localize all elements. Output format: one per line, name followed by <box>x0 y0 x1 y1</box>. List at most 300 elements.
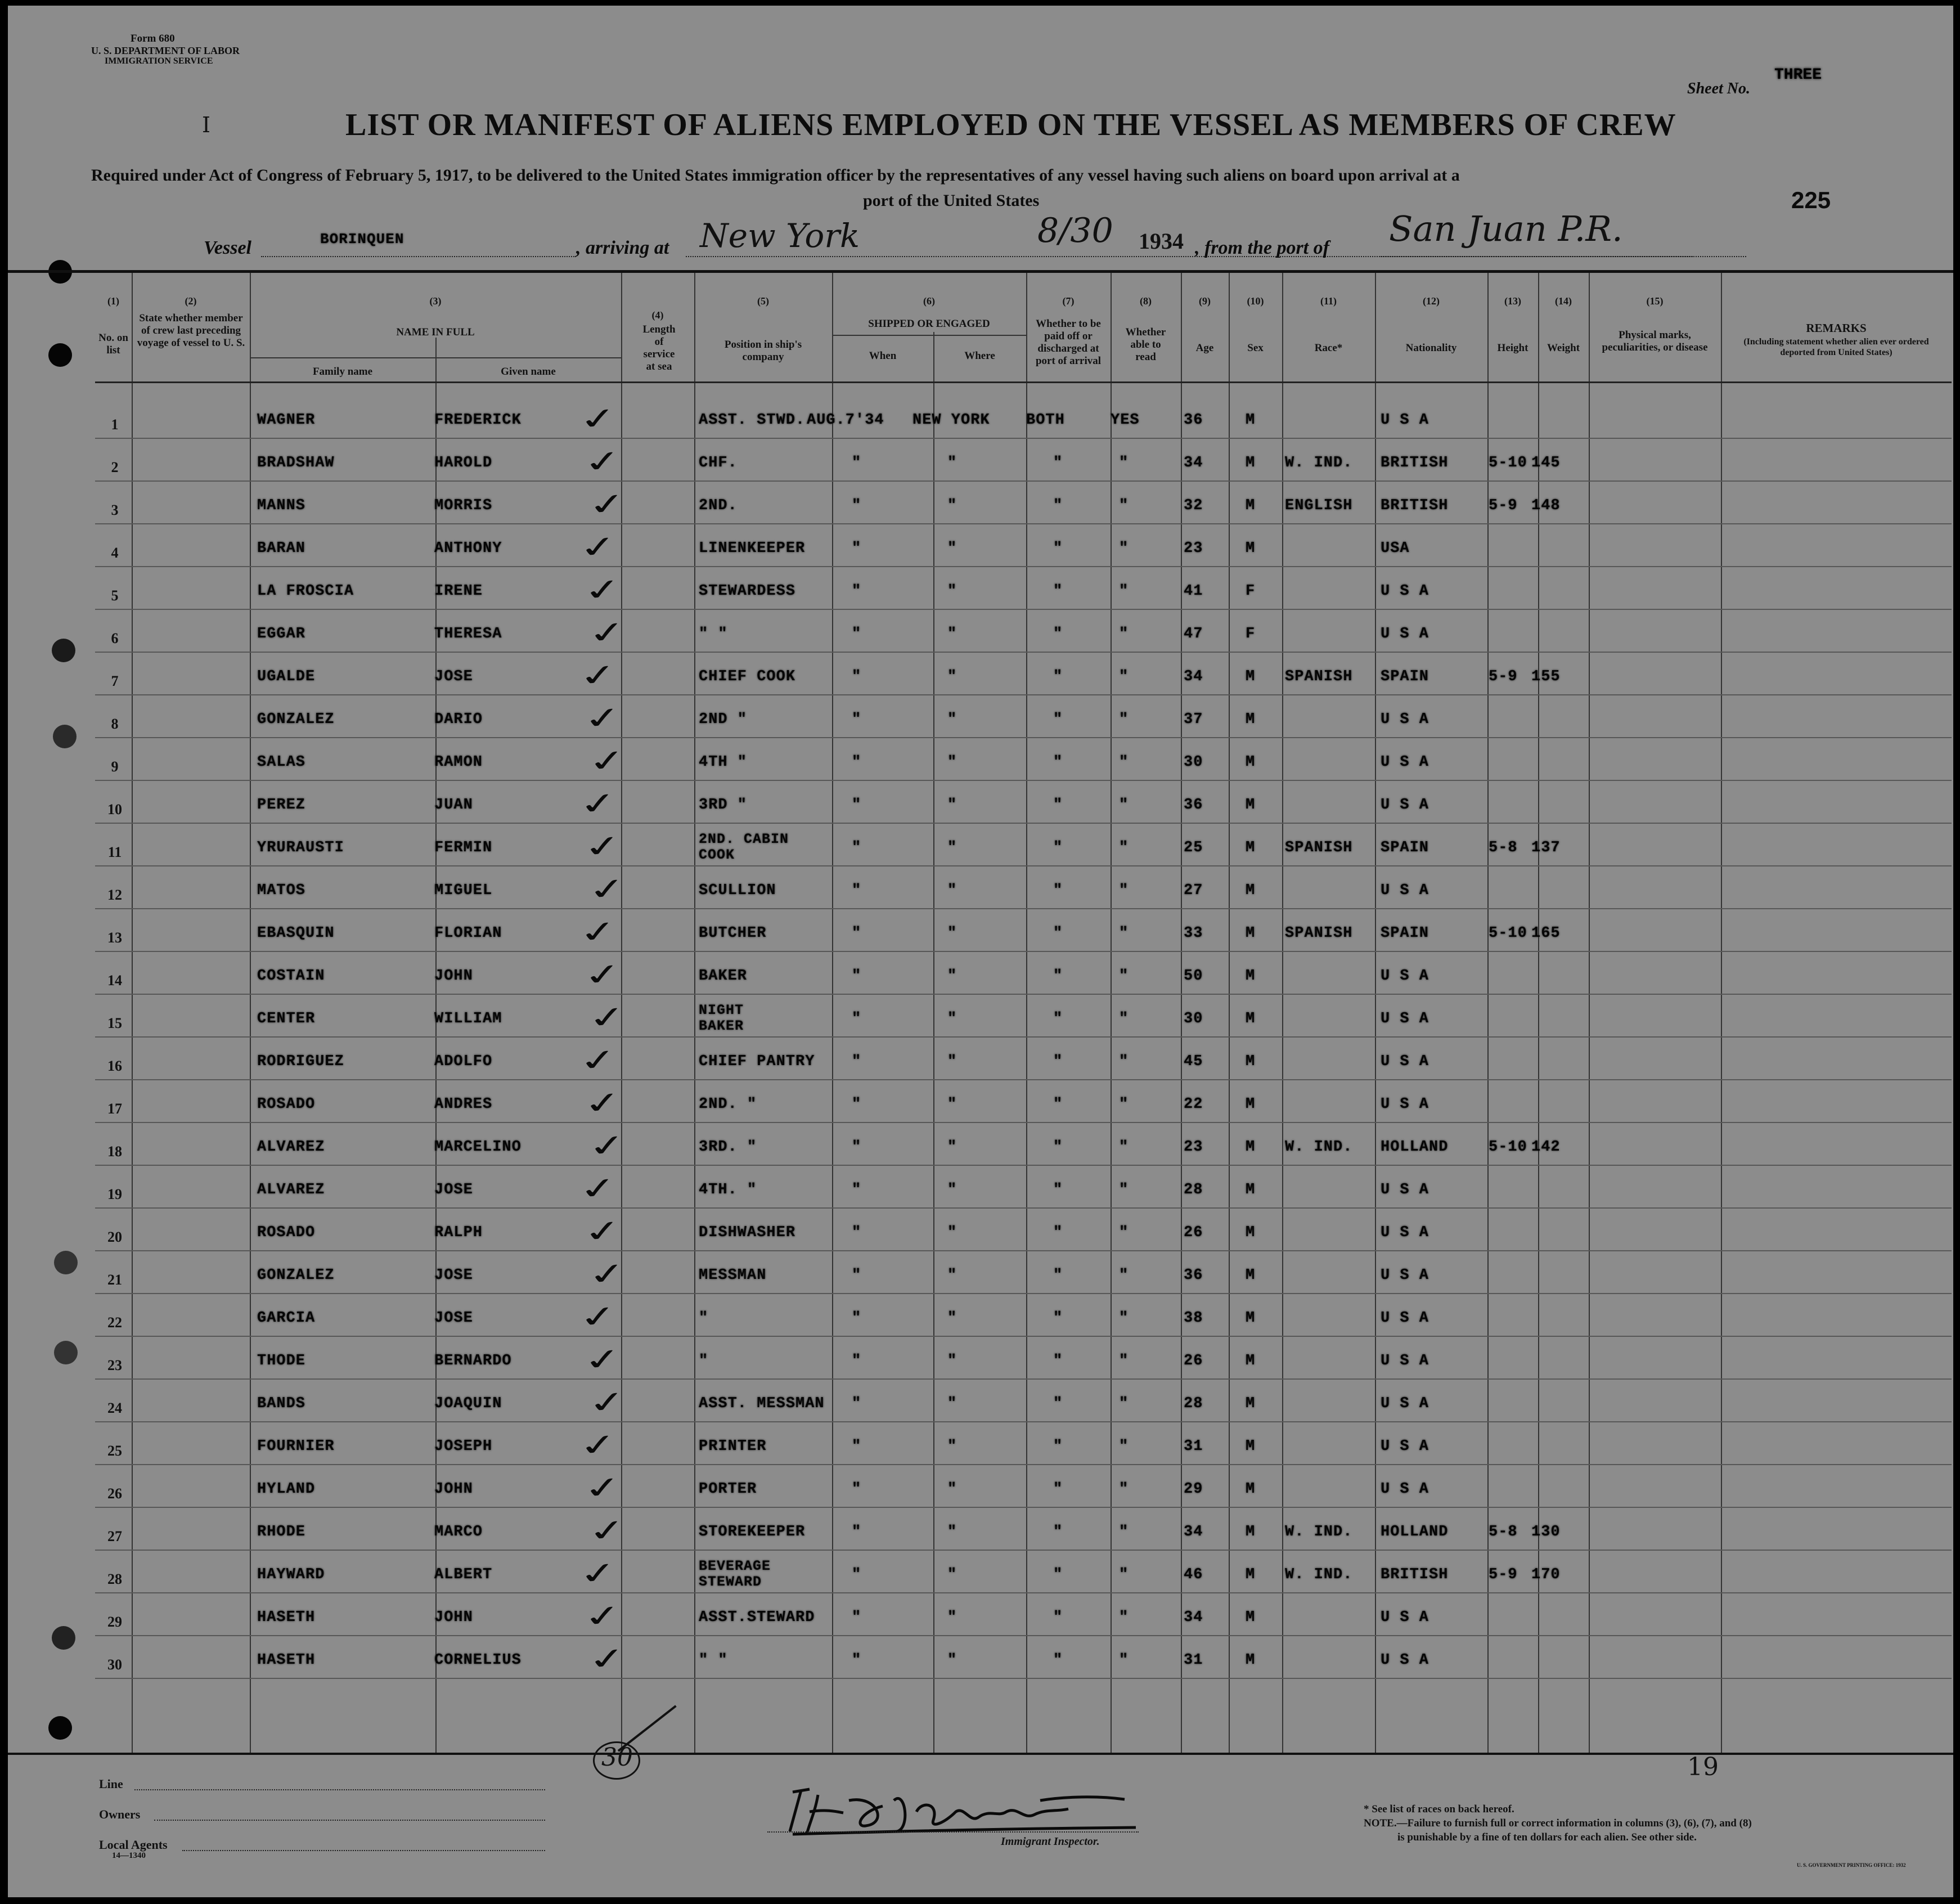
row-able-to-read: " <box>1119 626 1129 643</box>
remarks-header: REMARKS <box>1806 321 1867 335</box>
row-given-name: JOHN <box>434 1481 473 1498</box>
row-able-to-read: " <box>1119 1652 1129 1669</box>
row-shipped-where: " <box>947 1139 957 1156</box>
row-nationality: HOLLAND <box>1381 1139 1449 1156</box>
row-shipped-where: " <box>947 455 957 471</box>
row-position: NIGHT BAKER <box>699 1002 744 1034</box>
binder-hole <box>48 343 72 367</box>
row-nationality: U S A <box>1381 1609 1429 1626</box>
binder-hole <box>54 1251 78 1274</box>
row-given-name: MORRIS <box>434 497 493 514</box>
row-shipped-when: " <box>852 1139 862 1156</box>
row-able-to-read: " <box>1119 1438 1129 1455</box>
row-nationality: U S A <box>1381 1011 1429 1027</box>
row-age: 23 <box>1184 540 1203 557</box>
row-shipped-when: " <box>852 711 862 728</box>
row-family-name: ALVAREZ <box>257 1182 325 1198</box>
row-weight: 170 <box>1531 1566 1561 1583</box>
row-shipped-when: " <box>852 1566 862 1583</box>
row-sex: M <box>1246 1481 1256 1498</box>
row-family-name: BRADSHAW <box>257 455 335 471</box>
row-sex: M <box>1246 711 1256 728</box>
row-nationality: U S A <box>1381 1395 1429 1412</box>
sheet-number: THREE <box>1774 66 1822 84</box>
row-nationality: SPAIN <box>1381 925 1429 942</box>
col2-header: State whether member of crew last preceding voyage of vessel to U. S. <box>137 312 245 349</box>
row-given-name: CORNELIUS <box>434 1652 522 1669</box>
row-able-to-read: " <box>1119 797 1129 814</box>
row-able-to-read: " <box>1119 455 1129 471</box>
row-position: " " <box>699 626 728 643</box>
row-able-to-read: " <box>1119 1353 1129 1369</box>
row-divider <box>95 1592 1952 1593</box>
row-paid-off: " <box>1053 968 1063 985</box>
row-shipped-where: " <box>947 1224 957 1241</box>
row-paid-off: " <box>1053 797 1063 814</box>
service-check-mark: ✓ <box>584 486 631 523</box>
row-sex: M <box>1246 668 1256 685</box>
row-able-to-read: " <box>1119 968 1129 985</box>
row-weight: 155 <box>1531 668 1561 685</box>
col9-number: (9) <box>1199 295 1211 307</box>
row-nationality: U S A <box>1381 583 1429 600</box>
row-age: 36 <box>1184 1267 1203 1284</box>
row-race: ENGLISH <box>1285 497 1353 514</box>
service-check-mark: ✓ <box>575 529 622 566</box>
row-paid-off: " <box>1053 455 1063 471</box>
col4-number: (4) <box>651 309 664 321</box>
row-shipped-when: " <box>852 1310 862 1327</box>
row-paid-off: " <box>1053 882 1063 899</box>
sheet-label: Sheet No. <box>1687 80 1750 97</box>
row-sex: M <box>1246 1566 1256 1583</box>
form-code: 14—1340 <box>112 1851 146 1860</box>
row-position: CHIEF PANTRY <box>699 1053 815 1070</box>
row-paid-off: " <box>1053 1182 1063 1198</box>
service-check-mark: ✓ <box>584 1641 631 1678</box>
row-family-name: YRURAUSTI <box>257 839 344 856</box>
service-check-mark: ✓ <box>579 1213 626 1250</box>
row-family-name: GARCIA <box>257 1310 316 1327</box>
col3-family-header: Family name <box>312 366 373 378</box>
binder-hole <box>52 639 75 662</box>
row-race: W. IND. <box>1285 1524 1353 1541</box>
row-number: 17 <box>107 1101 122 1117</box>
row-divider <box>95 481 1952 482</box>
row-given-name: BERNARDO <box>434 1353 512 1369</box>
row-family-name: WAGNER <box>257 412 316 429</box>
row-position: MESSMAN <box>699 1267 767 1284</box>
row-weight: 145 <box>1531 455 1561 471</box>
row-sex: M <box>1246 925 1256 942</box>
row-shipped-where: " <box>947 925 957 942</box>
row-weight: 148 <box>1531 497 1561 514</box>
row-sex: M <box>1246 968 1256 985</box>
row-number: 13 <box>107 929 122 946</box>
row-able-to-read: " <box>1119 839 1129 856</box>
row-height: 5-10 <box>1489 455 1527 471</box>
row-shipped-when: " <box>852 455 862 471</box>
row-number: 3 <box>111 502 119 518</box>
penalty-note-cont: is punishable by a fine of ten dollars for each alien. See other side. <box>1397 1831 1697 1843</box>
row-able-to-read: " <box>1119 1139 1129 1156</box>
row-divider <box>95 1036 1952 1038</box>
row-height: 5-9 <box>1489 668 1518 685</box>
row-number: 14 <box>107 972 122 989</box>
row-given-name: JOSE <box>434 1310 473 1327</box>
row-number: 28 <box>107 1571 122 1587</box>
service-check-mark: ✓ <box>584 1256 631 1293</box>
row-family-name: GONZALEZ <box>257 1267 335 1284</box>
row-nationality: SPAIN <box>1381 839 1429 856</box>
row-weight: 165 <box>1531 925 1561 942</box>
row-age: 36 <box>1184 797 1203 814</box>
row-number: 21 <box>107 1272 122 1288</box>
row-shipped-where: " <box>947 497 957 514</box>
row-paid-off: " <box>1053 1310 1063 1327</box>
row-nationality: U S A <box>1381 1481 1429 1498</box>
row-able-to-read: " <box>1119 1524 1129 1541</box>
row-position: " <box>699 1310 709 1327</box>
row-race: SPANISH <box>1285 925 1353 942</box>
row-given-name: JOSE <box>434 1182 473 1198</box>
row-nationality: U S A <box>1381 1310 1429 1327</box>
row-sex: M <box>1246 1395 1256 1412</box>
page-title: LIST OR MANIFEST OF ALIENS EMPLOYED ON THE VESSEL AS MEMBERS OF CREW <box>345 107 1676 142</box>
row-family-name: RODRIGUEZ <box>257 1053 344 1070</box>
row-number: 19 <box>107 1186 122 1202</box>
printer-imprint: U. S. GOVERNMENT PRINTING OFFICE: 1932 <box>1797 1862 1906 1868</box>
row-sex: M <box>1246 839 1256 856</box>
row-divider <box>95 1165 1952 1166</box>
row-shipped-when: " <box>852 797 862 814</box>
service-check-mark: ✓ <box>575 785 622 823</box>
row-able-to-read: " <box>1119 1566 1129 1583</box>
row-family-name: HAYWARD <box>257 1566 325 1583</box>
row-divider <box>95 694 1952 695</box>
row-number: 1 <box>111 416 119 433</box>
subtitle-line1: Required under Act of Congress of February 5, 1917, to be delivered to the United States immigration officer by the representatives of any vessel having such aliens on board upon arrival at a <box>91 166 1460 185</box>
col10-number: (10) <box>1247 295 1264 307</box>
row-paid-off: " <box>1053 1481 1063 1498</box>
row-age: 25 <box>1184 839 1203 856</box>
row-shipped-when: " <box>852 1481 862 1498</box>
stamp-number: 225 <box>1791 187 1831 213</box>
page-mark: I <box>202 113 211 137</box>
row-given-name: ALBERT <box>434 1566 493 1583</box>
row-paid-off: " <box>1053 1438 1063 1455</box>
row-number: 18 <box>107 1143 122 1160</box>
row-family-name: BANDS <box>257 1395 306 1412</box>
row-weight: 130 <box>1531 1524 1561 1541</box>
row-age: 34 <box>1184 1524 1203 1541</box>
row-able-to-read: " <box>1119 1053 1129 1070</box>
races-note: * See list of races on back hereof. <box>1364 1803 1514 1815</box>
row-family-name: RHODE <box>257 1524 306 1541</box>
col4-header: Length of service at sea <box>642 324 676 372</box>
col9-header: Age <box>1195 342 1214 354</box>
col2-number: (2) <box>185 295 197 307</box>
row-able-to-read: YES <box>1111 412 1140 429</box>
row-paid-off: " <box>1053 1011 1063 1027</box>
row-position: " " <box>699 1652 728 1669</box>
row-position: STOREKEEPER <box>699 1524 806 1541</box>
row-sex: M <box>1246 1011 1256 1027</box>
row-position: 2ND. " <box>699 1096 757 1113</box>
row-divider <box>95 865 1952 866</box>
arriving-label: , arriving at <box>576 237 669 258</box>
row-number: 9 <box>111 758 119 775</box>
col15-header: Physical marks, peculiarities, or disease <box>1602 329 1708 353</box>
row-shipped-where: " <box>947 1182 957 1198</box>
row-shipped-when: " <box>852 1395 862 1412</box>
row-shipped-where: " <box>947 1481 957 1498</box>
row-race: SPANISH <box>1285 839 1353 856</box>
col1-header: No. on list <box>98 332 128 356</box>
row-able-to-read: " <box>1119 1267 1129 1284</box>
col13-number: (13) <box>1504 295 1521 307</box>
row-divider <box>95 652 1952 653</box>
row-nationality: U S A <box>1381 711 1429 728</box>
row-shipped-where: " <box>947 1524 957 1541</box>
row-given-name: JOSE <box>434 668 473 685</box>
owners-label: Owners <box>99 1807 141 1821</box>
row-given-name: RALPH <box>434 1224 483 1241</box>
row-able-to-read: " <box>1119 668 1129 685</box>
row-number: 6 <box>111 630 119 646</box>
service-check-mark: ✓ <box>584 614 631 652</box>
row-shipped-when: " <box>852 626 862 643</box>
row-age: 28 <box>1184 1395 1203 1412</box>
row-sex: M <box>1246 1139 1256 1156</box>
col14-number: (14) <box>1555 295 1572 307</box>
row-family-name: SALAS <box>257 754 306 771</box>
row-shipped-where: " <box>947 711 957 728</box>
service-check-mark: ✓ <box>575 1427 622 1464</box>
row-position: CHF. <box>699 455 738 471</box>
row-number: 30 <box>107 1656 122 1673</box>
row-given-name: MARCELINO <box>434 1139 522 1156</box>
row-divider <box>95 780 1952 781</box>
row-family-name: COSTAIN <box>257 968 325 985</box>
col3-header: NAME IN FULL <box>396 326 475 338</box>
row-number: 27 <box>107 1528 122 1544</box>
row-number: 26 <box>107 1485 122 1502</box>
row-shipped-when: " <box>852 882 862 899</box>
service-check-mark: ✓ <box>579 1470 626 1507</box>
row-sex: M <box>1246 412 1256 429</box>
line-label: Line <box>99 1777 123 1791</box>
row-able-to-read: " <box>1119 583 1129 600</box>
row-nationality: U S A <box>1381 1353 1429 1369</box>
row-divider <box>95 1635 1952 1636</box>
row-height: 5-8 <box>1489 1524 1518 1541</box>
row-age: 31 <box>1184 1652 1203 1669</box>
row-paid-off: " <box>1053 839 1063 856</box>
department: U. S. DEPARTMENT OF LABOR <box>91 45 240 56</box>
row-shipped-where: " <box>947 1438 957 1455</box>
row-nationality: U S A <box>1381 1096 1429 1113</box>
row-position: BEVERAGE STEWARD <box>699 1558 771 1590</box>
service-check-mark: ✓ <box>584 1512 631 1550</box>
row-divider <box>95 737 1952 738</box>
row-position: BAKER <box>699 968 748 985</box>
row-paid-off: " <box>1053 668 1063 685</box>
row-sex: M <box>1246 797 1256 814</box>
agents-label: Local Agents <box>99 1838 168 1852</box>
row-divider <box>95 609 1952 610</box>
row-age: 31 <box>1184 1438 1203 1455</box>
service-check-mark: ✓ <box>575 1555 622 1592</box>
row-given-name: JOHN <box>434 1609 473 1626</box>
row-family-name: EGGAR <box>257 626 306 643</box>
row-position: SCULLION <box>699 882 776 899</box>
row-number: 4 <box>111 545 119 561</box>
vessel-label: Vessel <box>204 237 251 258</box>
row-number: 20 <box>107 1229 122 1245</box>
row-sex: M <box>1246 540 1256 557</box>
row-paid-off: " <box>1053 754 1063 771</box>
row-shipped-where: " <box>947 797 957 814</box>
row-height: 5-10 <box>1489 1139 1527 1156</box>
col7-number: (7) <box>1062 295 1075 307</box>
row-position: PORTER <box>699 1481 757 1498</box>
row-position: ASST. STWD. <box>699 412 806 429</box>
col5-number: (5) <box>757 295 769 307</box>
row-age: 41 <box>1184 583 1203 600</box>
row-family-name: LA FROSCIA <box>257 583 354 600</box>
row-nationality: U S A <box>1381 1438 1429 1455</box>
service-check-mark: ✓ <box>575 1170 622 1207</box>
binder-hole <box>52 1626 75 1650</box>
row-shipped-when: " <box>852 839 862 856</box>
row-family-name: HASETH <box>257 1609 316 1626</box>
row-number: 2 <box>111 459 119 475</box>
service: IMMIGRATION SERVICE <box>105 56 213 66</box>
service-check-mark: ✓ <box>579 700 626 737</box>
service-check-mark: ✓ <box>575 1042 622 1079</box>
col12-number: (12) <box>1423 295 1440 307</box>
row-age: 50 <box>1184 968 1203 985</box>
manifest-sheet <box>8 6 1953 1897</box>
col11-header: Race* <box>1314 342 1343 354</box>
row-divider <box>95 1336 1952 1337</box>
row-number: 16 <box>107 1058 122 1074</box>
circled-total-value: 30 <box>601 1743 633 1772</box>
row-shipped-when: " <box>852 583 862 600</box>
row-divider <box>95 1122 1952 1123</box>
row-sex: M <box>1246 1353 1256 1369</box>
col6-where-header: Where <box>964 350 995 362</box>
row-able-to-read: " <box>1119 1011 1129 1027</box>
row-paid-off: " <box>1053 497 1063 514</box>
row-shipped-where: " <box>947 668 957 685</box>
row-position: 2ND. <box>699 497 738 514</box>
row-paid-off: " <box>1053 1139 1063 1156</box>
col6-number: (6) <box>923 295 935 307</box>
row-age: 32 <box>1184 497 1203 514</box>
service-check-mark: ✓ <box>579 1341 626 1378</box>
row-position: 4TH. " <box>699 1182 757 1198</box>
col6-when-header: When <box>869 350 897 362</box>
row-weight: 142 <box>1531 1139 1561 1156</box>
service-check-mark: ✓ <box>584 743 631 780</box>
col11-number: (11) <box>1320 295 1337 307</box>
row-age: 33 <box>1184 925 1203 942</box>
row-shipped-when: " <box>852 1524 862 1541</box>
row-age: 34 <box>1184 455 1203 471</box>
row-age: 29 <box>1184 1481 1203 1498</box>
row-age: 45 <box>1184 1053 1203 1070</box>
from-port: San Juan P.R. <box>1389 208 1623 249</box>
row-position: 2ND. CABIN COOK <box>699 831 789 863</box>
row-paid-off: " <box>1053 925 1063 942</box>
row-height: 5-8 <box>1489 839 1518 856</box>
row-number: 7 <box>111 673 119 689</box>
row-divider <box>95 1207 1952 1209</box>
row-sex: M <box>1246 754 1256 771</box>
row-able-to-read: " <box>1119 1224 1129 1241</box>
row-family-name: PEREZ <box>257 797 306 814</box>
row-sex: M <box>1246 497 1256 514</box>
row-family-name: UGALDE <box>257 668 316 685</box>
row-nationality: U S A <box>1381 412 1429 429</box>
row-given-name: MARCO <box>434 1524 483 1541</box>
row-shipped-where: " <box>947 1267 957 1284</box>
row-given-name: MIGUEL <box>434 882 493 899</box>
row-sex: F <box>1246 583 1256 600</box>
row-number: 25 <box>107 1443 122 1459</box>
row-given-name: RAMON <box>434 754 483 771</box>
col13-header: Height <box>1497 342 1529 354</box>
row-able-to-read: " <box>1119 497 1129 514</box>
row-age: 27 <box>1184 882 1203 899</box>
row-height: 5-10 <box>1489 925 1527 942</box>
row-given-name: DARIO <box>434 711 483 728</box>
row-number: 10 <box>107 801 122 818</box>
row-nationality: U S A <box>1381 626 1429 643</box>
row-shipped-where: NEW YORK <box>912 412 990 429</box>
row-age: 34 <box>1184 1609 1203 1626</box>
row-shipped-when: " <box>852 1011 862 1027</box>
row-shipped-where: " <box>947 1353 957 1369</box>
inspector-signature <box>776 1778 1147 1840</box>
row-nationality: U S A <box>1381 754 1429 771</box>
row-given-name: THERESA <box>434 626 502 643</box>
row-divider <box>95 523 1952 524</box>
row-shipped-when: " <box>852 1652 862 1669</box>
row-able-to-read: " <box>1119 754 1129 771</box>
row-family-name: BARAN <box>257 540 306 557</box>
row-position: STEWARDESS <box>699 583 796 600</box>
row-shipped-when: " <box>852 540 862 557</box>
row-shipped-when: " <box>852 925 862 942</box>
row-family-name: HYLAND <box>257 1481 316 1498</box>
row-divider <box>95 438 1952 439</box>
col1-number: (1) <box>107 295 119 307</box>
row-height: 5-9 <box>1489 1566 1518 1583</box>
row-sex: M <box>1246 1652 1256 1669</box>
row-position: " <box>699 1353 709 1369</box>
binder-hole <box>48 1716 72 1740</box>
row-sex: M <box>1246 1096 1256 1113</box>
row-paid-off: " <box>1053 711 1063 728</box>
row-number: 24 <box>107 1400 122 1416</box>
row-divider <box>95 951 1952 952</box>
row-able-to-read: " <box>1119 1609 1129 1626</box>
row-shipped-where: " <box>947 754 957 771</box>
row-position: 2ND " <box>699 711 748 728</box>
